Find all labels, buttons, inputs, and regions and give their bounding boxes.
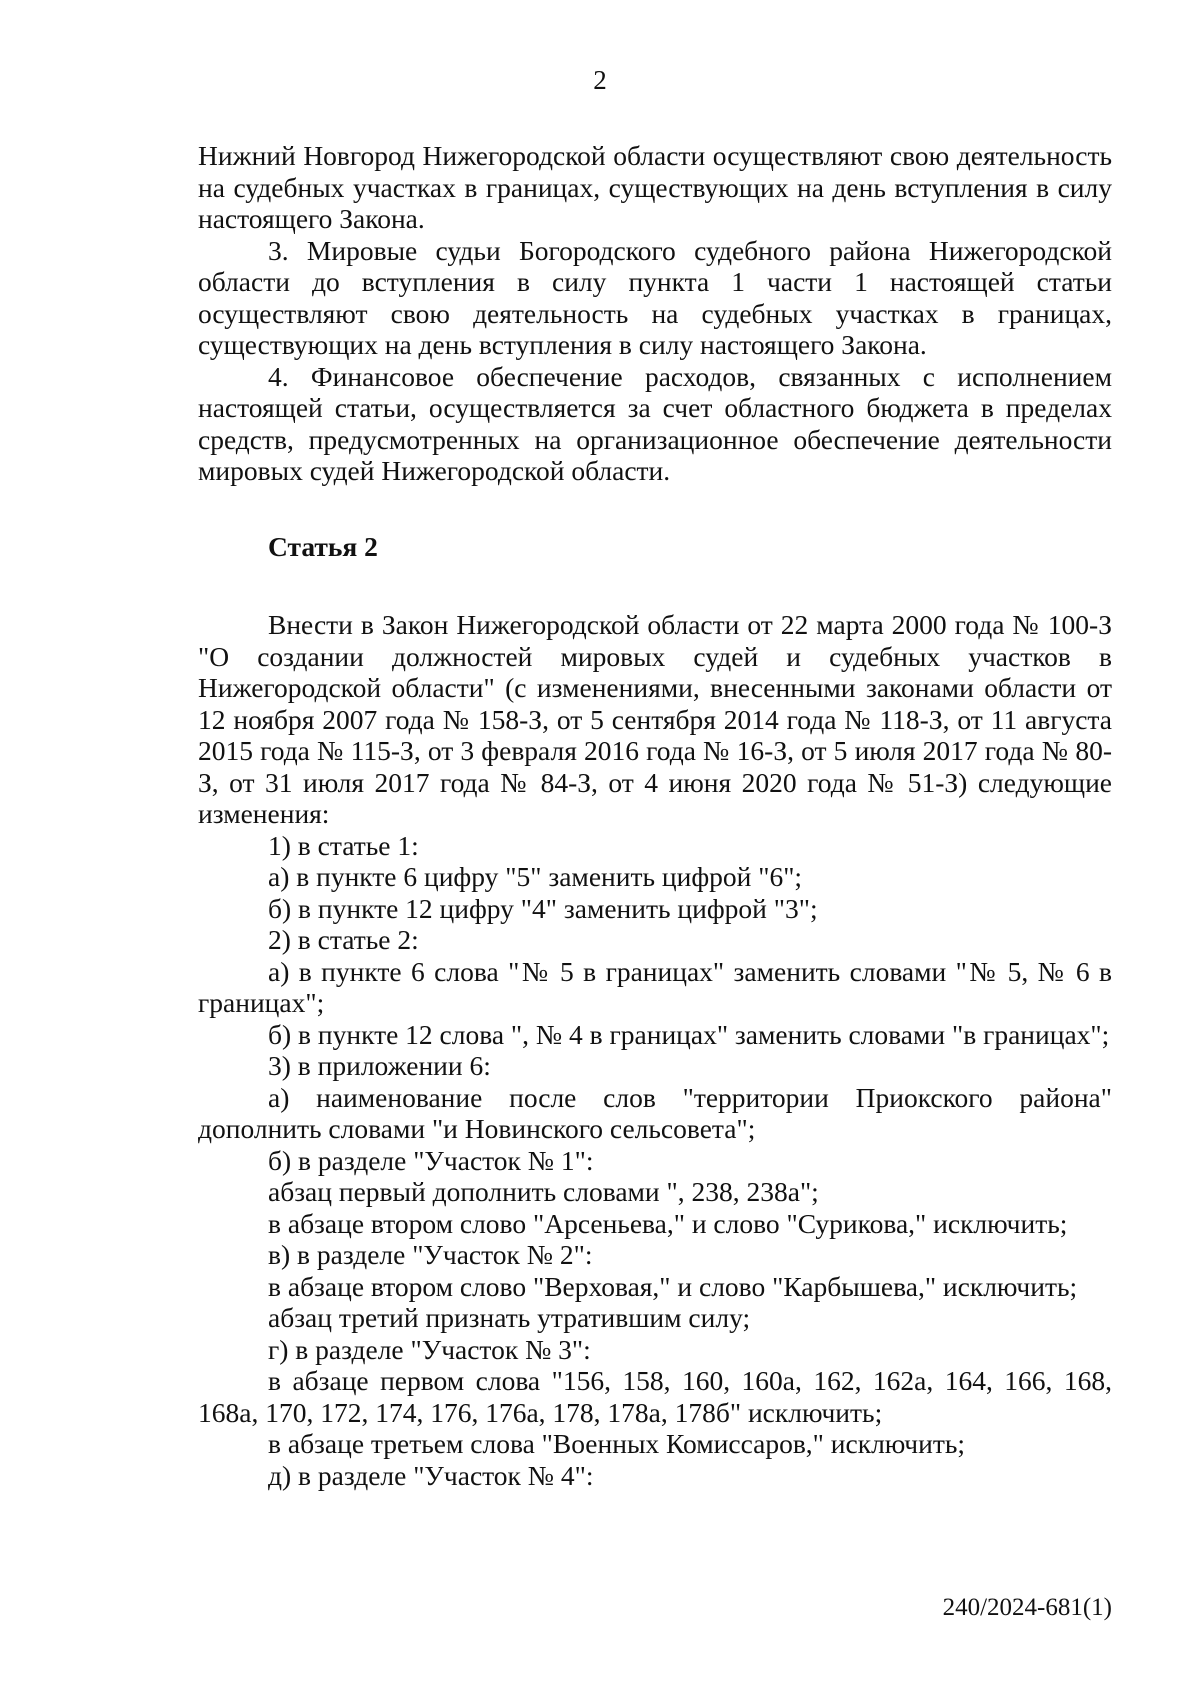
list-item: абзац первый дополнить словами ", 238, 238а";	[268, 1176, 819, 1207]
list-item: а) в пункте 6 слова "№ 5 в границах" заменить словами "№ 5, № 6 в границах";	[198, 955, 1112, 1018]
document-body	[198, 140, 1112, 1491]
list-item: б) в пункте 12 слова ", № 4 в границах" заменить словами "в границах";	[268, 1018, 1110, 1050]
list-item: а) наименование после слов "территории Приокского района" дополнить словами "и Новинского сельсовета";	[198, 1081, 1112, 1144]
list-item: в абзаце первом слова "156, 158, 160, 160а, 162, 162а, 164, 166, 168, 168а, 170, 172, 174, 176, 176а, 178, 178а, 178б" исключить;	[198, 1365, 1112, 1428]
list-item: абзац третий признать утратившим силу;	[268, 1302, 751, 1333]
list-item: в) в разделе "Участок № 2":	[268, 1239, 593, 1270]
list-item: д) в разделе "Участок № 4":	[268, 1459, 594, 1491]
list-item: в абзаце втором слово "Арсеньева," и слово "Сурикова," исключить;	[268, 1207, 1068, 1239]
list-item: г) в разделе "Участок № 3":	[268, 1333, 591, 1365]
paragraph: Нижний Новгород Нижегородской области осуществляют свою деятельность на судебных участках в границах, существующих на день вступления в силу настоящего Закона.	[198, 140, 1112, 234]
list-item: б) в разделе "Участок № 1":	[268, 1144, 594, 1176]
paragraph: Внести в Закон Нижегородской области от 22 марта 2000 года № 100-З "О создании должностей мировых судей и судебных участков в Нижегородской области" (с изменениями, внесенными законами области от 12 ноября 2007 года № 158-З, от 5 сентября 2014 года № 118-З, от 11 августа 2015 года № 115-З, от 3 февраля 2016 года № 16-З, от 5 июля 2017 года № 80-З, от 31 июля 2017 года № 84-З, от 4 июня 2020 года № 51-З) следующие изменения:	[198, 609, 1112, 829]
list-item: 2) в статье 2:	[268, 924, 419, 955]
list-item: 3) в приложении 6:	[268, 1050, 491, 1081]
list-item: в абзаце третьем слова "Военных Комиссаров," исключить;	[268, 1428, 966, 1459]
list-item: 1) в статье 1:	[268, 829, 419, 861]
paragraph: 3. Мировые судьи Богородского судебного района Нижегородской области до вступления в силу пункта 1 части 1 настоящей статьи осуществляют свою деятельность на судебных участках в границах, существующих на день вступления в силу настоящего Закона.	[198, 234, 1112, 360]
list-item: б) в пункте 12 цифру "4" заменить цифрой "3";	[268, 892, 818, 924]
article-heading: Статья 2	[268, 530, 378, 562]
paragraph: 4. Финансовое обеспечение расходов, связанных с исполнением настоящей статьи, осуществляется за счет областного бюджета в пределах средств, предусмотренных на организационное обеспечение деятельности мировых судей Нижегородской области.	[198, 360, 1112, 486]
list-item: в абзаце втором слово "Верховая," и слово "Карбышева," исключить;	[268, 1270, 1078, 1302]
list-item: а) в пункте 6 цифру "5" заменить цифрой "6";	[268, 861, 803, 892]
page-number: 2	[593, 65, 607, 95]
document-code: 240/2024-681(1)	[942, 1594, 1112, 1621]
